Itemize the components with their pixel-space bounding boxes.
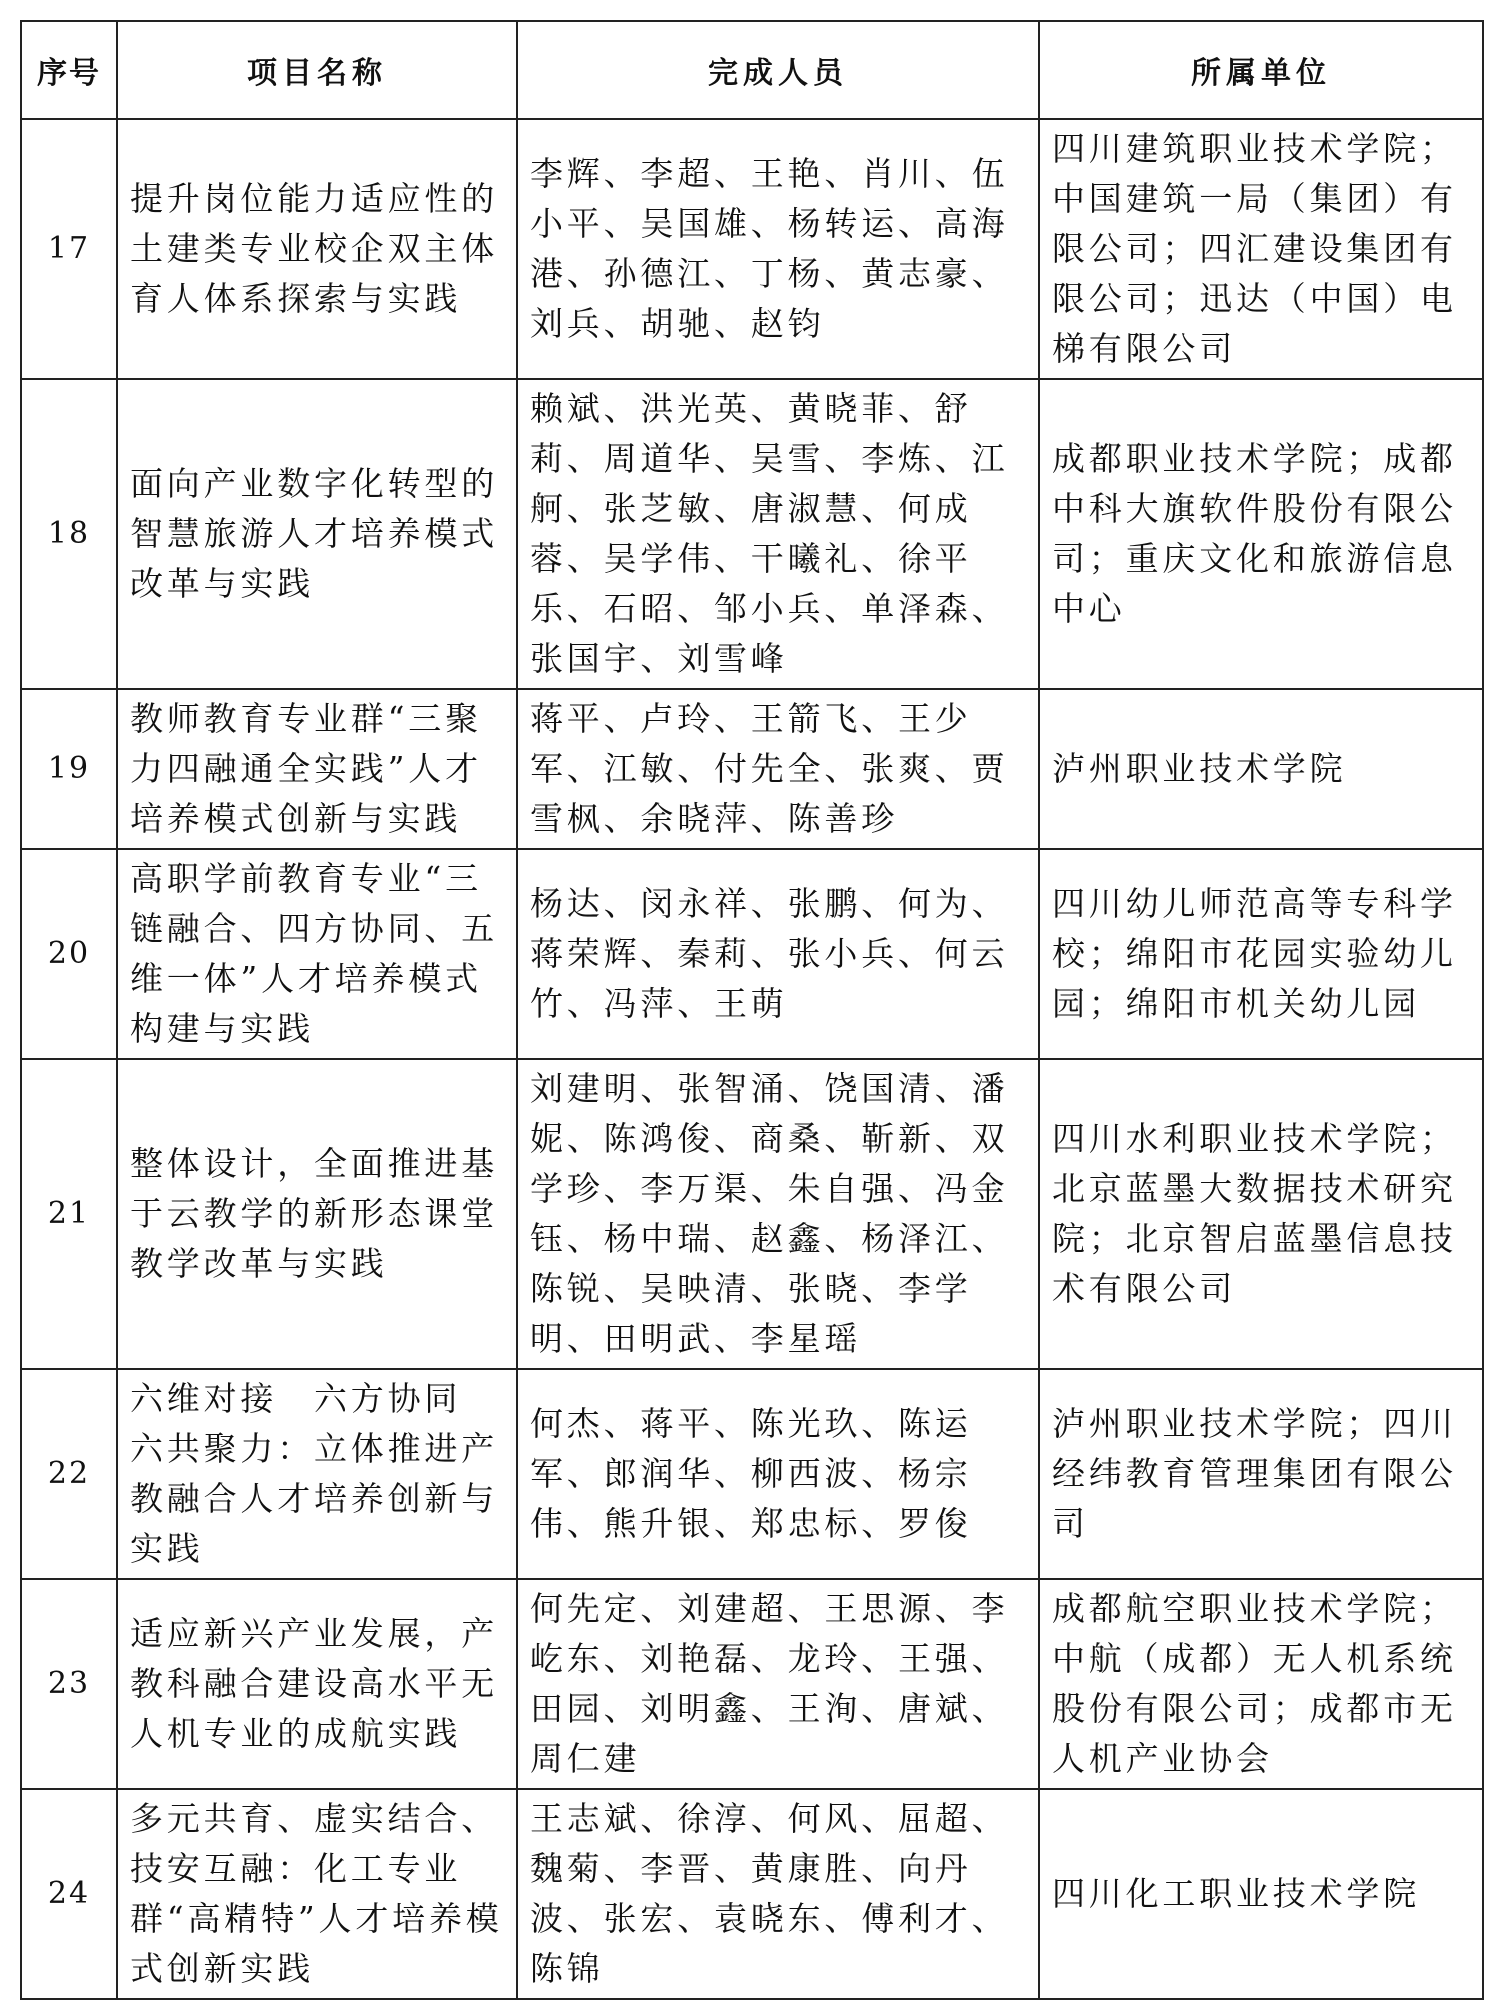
units-list: 四川幼儿师范高等专科学校；绵阳市花园实验幼儿园；绵阳市机关幼儿园	[1039, 849, 1483, 1059]
project-name: 教师教育专业群“三聚力四融通全实践”人才培养模式创新与实践	[117, 689, 517, 849]
header-row	[21, 21, 1483, 119]
row-number: 17	[21, 119, 117, 379]
members-list: 刘建明、张智涌、饶国清、潘妮、陈鸿俊、商桑、靳新、双学珍、李万渠、朱自强、冯金钰、杨中瑞、赵鑫、杨泽江、陈锐、吴映清、张晓、李学明、田明武、李星瑶	[517, 1059, 1039, 1369]
members-list: 何先定、刘建超、王思源、李屹东、刘艳磊、龙玲、王强、田园、刘明鑫、王洵、唐斌、周仁建	[517, 1579, 1039, 1789]
units-list: 四川水利职业技术学院；北京蓝墨大数据技术研究院；北京智启蓝墨信息技术有限公司	[1039, 1059, 1483, 1369]
project-name: 六维对接 六方协同 六共聚力：立体推进产教融合人才培养创新与实践	[117, 1369, 517, 1579]
header-no: 序号	[21, 21, 117, 119]
table-row	[21, 689, 1483, 849]
units-list: 泸州职业技术学院	[1039, 689, 1483, 849]
units-list: 泸州职业技术学院；四川经纬教育管理集团有限公司	[1039, 1369, 1483, 1579]
members-list: 蒋平、卢玲、王箭飞、王少军、江敏、付先全、张爽、贾雪枫、余晓萍、陈善珍	[517, 689, 1039, 849]
members-list: 李辉、李超、王艳、肖川、伍小平、吴国雄、杨转运、高海港、孙德江、丁杨、黄志豪、刘兵、胡驰、赵钧	[517, 119, 1039, 379]
units-list: 四川化工职业技术学院	[1039, 1789, 1483, 1999]
members-list: 何杰、蒋平、陈光玖、陈运军、郎润华、柳西波、杨宗伟、熊升银、郑忠标、罗俊	[517, 1369, 1039, 1579]
units-list: 成都职业技术学院；成都中科大旗软件股份有限公司；重庆文化和旅游信息中心	[1039, 379, 1483, 689]
units-list: 四川建筑职业技术学院；中国建筑一局（集团）有限公司；四汇建设集团有限公司；迅达（中国）电梯有限公司	[1039, 119, 1483, 379]
members-list: 王志斌、徐淳、何风、屈超、魏菊、李晋、黄康胜、向丹波、张宏、袁晓东、傅利才、陈锦	[517, 1789, 1039, 1999]
members-list: 杨达、闵永祥、张鹏、何为、蒋荣辉、秦莉、张小兵、何云竹、冯萍、王萌	[517, 849, 1039, 1059]
table-row	[21, 1369, 1483, 1579]
row-number: 19	[21, 689, 117, 849]
project-name: 面向产业数字化转型的智慧旅游人才培养模式改革与实践	[117, 379, 517, 689]
row-number: 18	[21, 379, 117, 689]
project-name: 高职学前教育专业“三链融合、四方协同、五维一体”人才培养模式构建与实践	[117, 849, 517, 1059]
project-name: 整体设计，全面推进基于云教学的新形态课堂教学改革与实践	[117, 1059, 517, 1369]
table-row	[21, 119, 1483, 379]
row-number: 23	[21, 1579, 117, 1789]
header-members: 完成人员	[517, 21, 1039, 119]
row-number: 20	[21, 849, 117, 1059]
project-name: 提升岗位能力适应性的土建类专业校企双主体育人体系探索与实践	[117, 119, 517, 379]
award-table	[20, 20, 1484, 2000]
header-units: 所属单位	[1039, 21, 1483, 119]
members-list: 赖斌、洪光英、黄晓菲、舒莉、周道华、吴雪、李炼、江舸、张芝敏、唐淑慧、何成蓉、吴学伟、干曦礼、徐平乐、石昭、邹小兵、单泽森、张国宇、刘雪峰	[517, 379, 1039, 689]
project-name: 多元共育、虚实结合、技安互融：化工专业群“高精特”人才培养模式创新实践	[117, 1789, 517, 1999]
row-number: 22	[21, 1369, 117, 1579]
row-number: 21	[21, 1059, 117, 1369]
table-row	[21, 1059, 1483, 1369]
header-project: 项目名称	[117, 21, 517, 119]
table-row	[21, 849, 1483, 1059]
project-name: 适应新兴产业发展，产教科融合建设高水平无人机专业的成航实践	[117, 1579, 517, 1789]
table-row	[21, 1579, 1483, 1789]
table-row	[21, 1789, 1483, 1999]
table-row	[21, 379, 1483, 689]
units-list: 成都航空职业技术学院；中航（成都）无人机系统股份有限公司；成都市无人机产业协会	[1039, 1579, 1483, 1789]
row-number: 24	[21, 1789, 117, 1999]
